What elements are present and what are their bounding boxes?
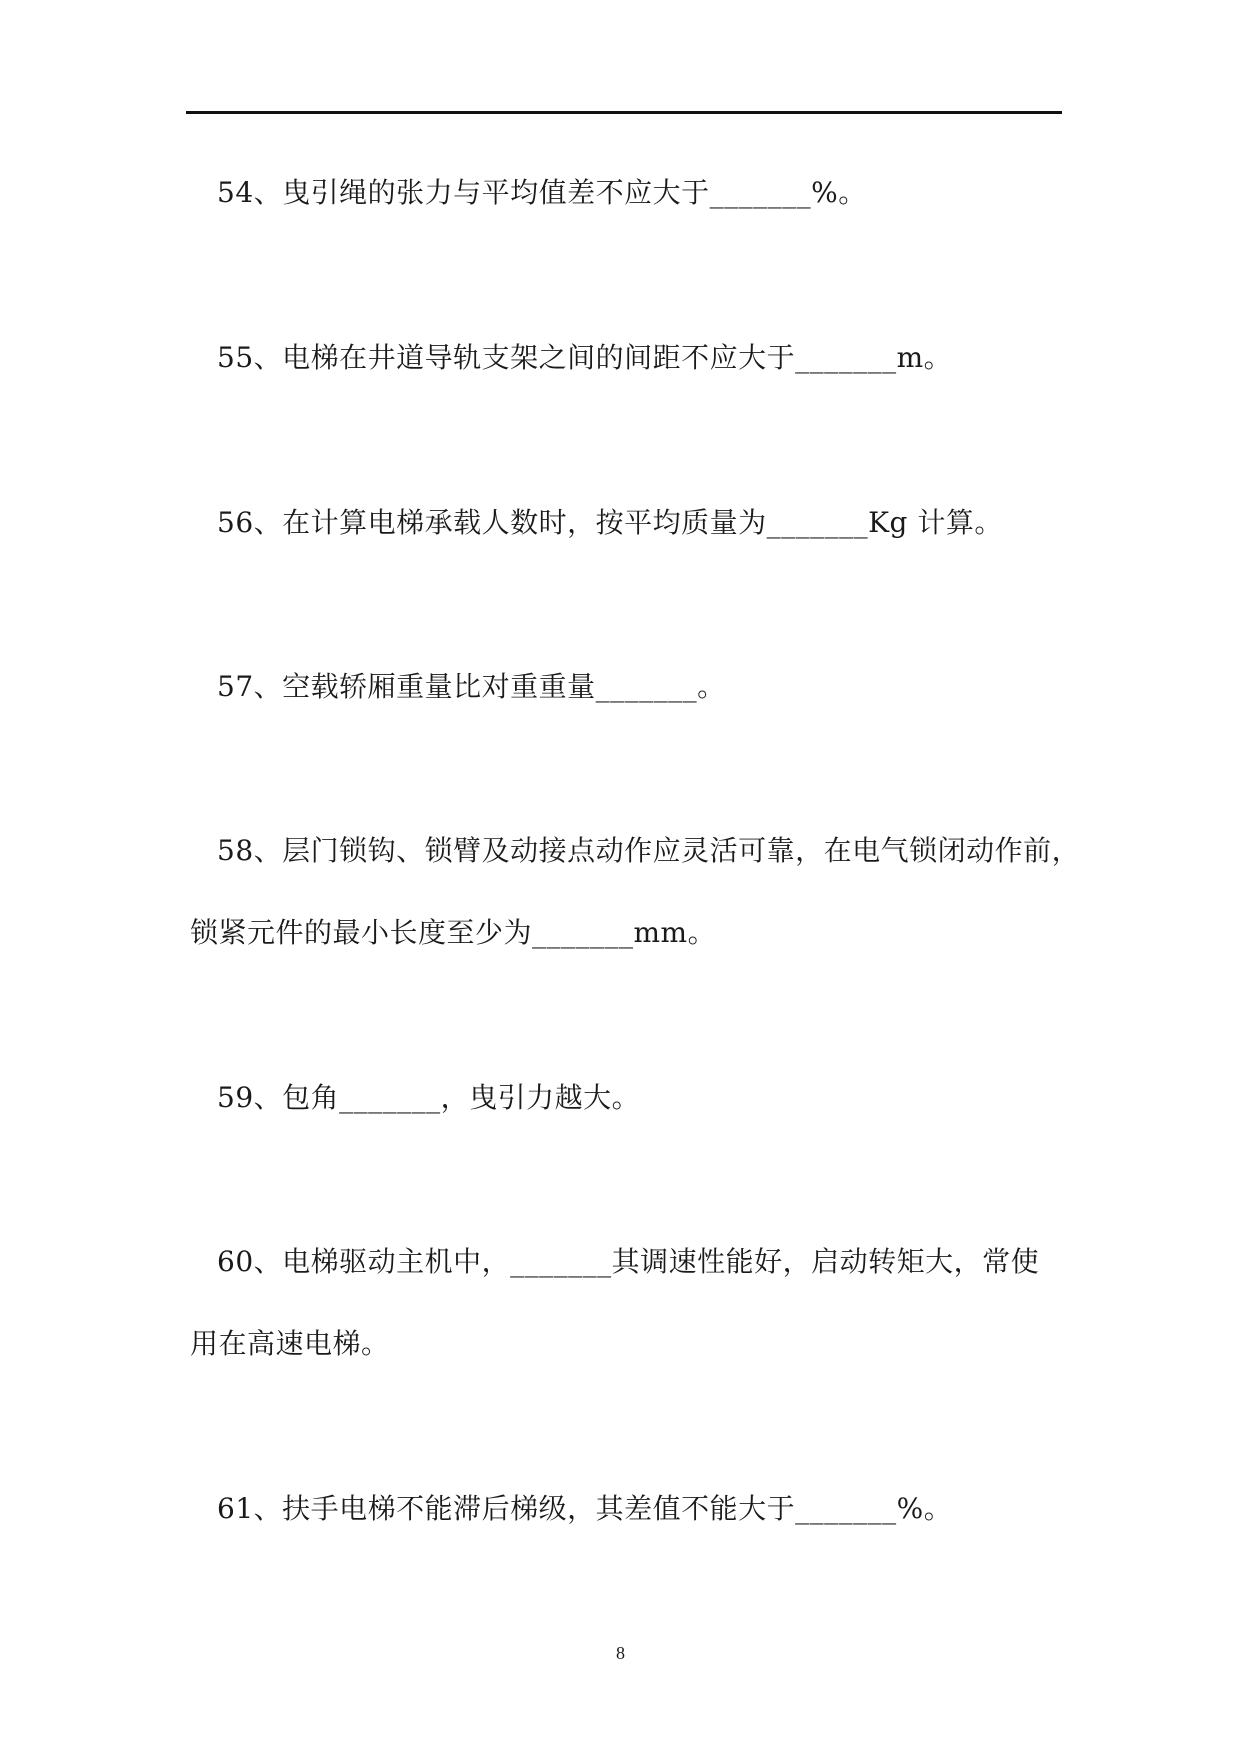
question-54: 54、曳引绳的张力与平均值差不应大于_______%。 xyxy=(217,176,867,209)
question-60-line-2: 用在高速电梯。 xyxy=(190,1327,390,1360)
question-57: 57、空载轿厢重量比对重重量_______。 xyxy=(217,670,726,703)
page-number: 8 xyxy=(616,1643,625,1663)
question-61: 61、扶手电梯不能滞后梯级，其差值不能大于_______%。 xyxy=(217,1492,953,1525)
question-59: 59、包角_______，曳引力越大。 xyxy=(217,1081,641,1114)
question-56: 56、在计算电梯承载人数时，按平均质量为_______Kg 计算。 xyxy=(217,506,1003,539)
question-58-line-2: 锁紧元件的最小长度至少为_______mm。 xyxy=(190,916,717,949)
question-58-line-1: 58、层门锁钩、锁臂及动接点动作应灵活可靠，在电气锁闭动作前， xyxy=(217,834,1081,867)
question-60-line-1: 60、电梯驱动主机中，_______其调速性能好，启动转矩大，常使 xyxy=(217,1245,1040,1278)
header-rule xyxy=(186,111,1062,114)
question-55: 55、电梯在井道导轨支架之间的间距不应大于_______m。 xyxy=(217,341,953,374)
